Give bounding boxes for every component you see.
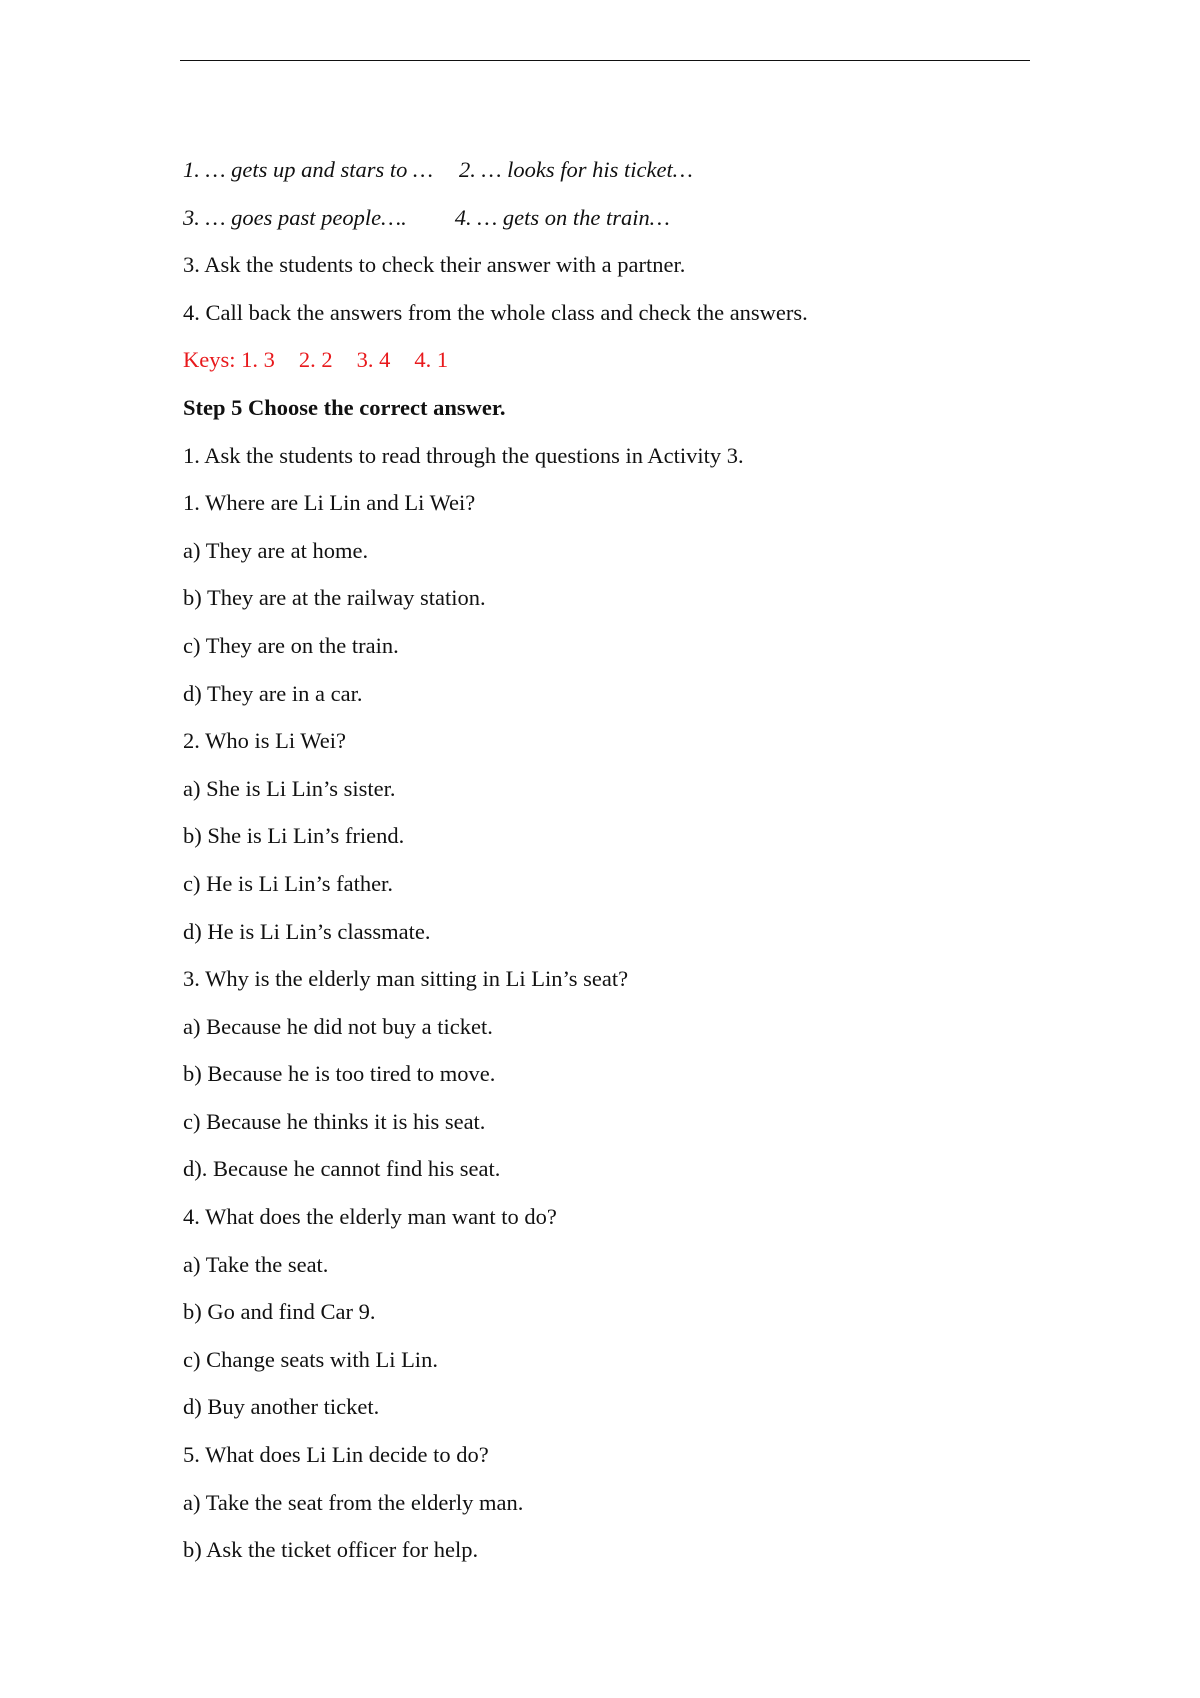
choice-row-1 [183,153,1043,201]
question-3-option-a: a) Because he did not buy a ticket. [183,1013,493,1039]
question-4-option-a: a) Take the seat. [183,1251,329,1277]
step-3-text: 3. Ask the students to check their answer with a partner. [183,252,686,278]
question-5-option-a: a) Take the seat from the elderly man. [183,1489,524,1515]
question-3-option-b: b) Because he is too tired to move. [183,1061,496,1087]
question-3-option-c: c) Because he thinks it is his seat. [183,1108,486,1134]
choice-row-2 [183,201,1043,249]
choice-4: 4. … gets on the train… [454,204,670,230]
key-1: Keys: 1. 3 [183,347,275,373]
step-5-instruction: 1. Ask the students to read through the questions in Activity 3. [183,442,744,468]
key-3: 3. 4 [356,347,391,373]
question-1-option-a: a) They are at home. [183,537,369,563]
choice-2: 2. … looks for his ticket… [459,157,693,182]
question-3: 3. Why is the elderly man sitting in Li Lin’s seat? [183,966,629,992]
question-5-option-b: b) Ask the ticket officer for help. [183,1537,479,1563]
question-2-option-a: a) She is Li Lin’s sister. [183,775,396,801]
choice-3: 3. … goes past people…. [183,204,407,230]
question-2: 2. Who is Li Wei? [183,728,346,754]
question-3-option-d: d). Because he cannot find his seat. [183,1156,501,1182]
question-4-option-b: b) Go and find Car 9. [183,1299,376,1325]
key-4: 4. 1 [414,347,449,373]
question-4-option-d: d) Buy another ticket. [183,1394,380,1420]
answer-keys [183,343,1043,391]
question-2-option-b: b) She is Li Lin’s friend. [183,823,405,849]
step-4-text: 4. Call back the answers from the whole class and check the answers. [183,299,808,325]
key-2: 2. 2 [298,347,333,373]
page-content [183,153,1043,1581]
question-1-option-c: c) They are on the train. [183,632,399,658]
question-1-option-b: b) They are at the railway station. [183,585,486,611]
question-4: 4. What does the elderly man want to do? [183,1204,557,1230]
question-5: 5. What does Li Lin decide to do? [183,1442,489,1468]
question-2-option-d: d) He is Li Lin’s classmate. [183,918,431,944]
question-4-option-c: c) Change seats with Li Lin. [183,1346,438,1372]
question-1: 1. Where are Li Lin and Li Wei? [183,490,476,516]
step-5-heading: Step 5 Choose the correct answer. [183,394,506,420]
header-rule [180,60,1030,61]
question-2-option-c: c) He is Li Lin’s father. [183,870,393,896]
choice-1: 1. … gets up and stars to … [183,157,434,182]
question-1-option-d: d) They are in a car. [183,680,363,706]
